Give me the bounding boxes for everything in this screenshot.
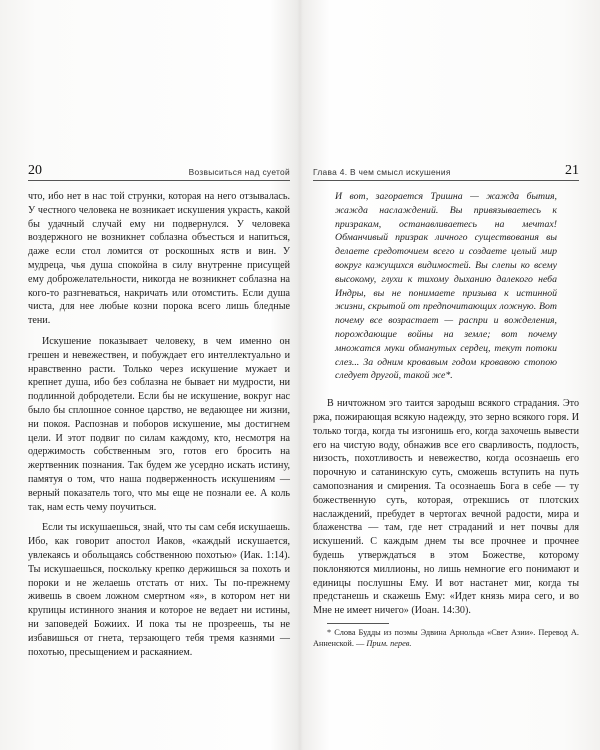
paragraph: что, ибо нет в нас той струнки, которая на него отзывалась. У честного человека не возникает искушения украсть, какой бы удачный случай ему ни подвернулся. У человека воздержного не возникнет соблазна объесться и напиться, даже если стол ломится от роскошных яств и вин. У мудреца, чья душа спокойна в силу внутренне присущей ему доброжелательности, никогда не возникнет соблазна на кого-то разгневаться, накричать или отомстить. Если душа чиста, для нее любые козни порока всего лишь бледные тени. [28, 191, 290, 327]
footnote-text: * Слова Будды из поэмы Эдвина Арнольда «Свет Азии». Перевод А. Анненской. — [313, 627, 579, 648]
paragraph: Если ты искушаешься, знай, что ты сам себя искушаешь. Ибо, как говорит апостол Иаков, «каждый искушается, увлекаясь и обольщаясь собственною похотью» (Иак. 1:14). Ты искушаешься, поскольку крепко держишься за похоть и пороки и не желаешь отстать от них. Ты по-прежнему живешь в своем ложном смертном «я», в котором нет ни крупицы истинного знания и которое не ведает ни истины, ни заповедей Божиих. И пока ты не прозреешь, ты не избавишься от гнета, терзающего тебя тремя казнями — похотью, пресыщением и раскаянием. [28, 522, 290, 658]
footnote [313, 627, 579, 649]
body-text [28, 190, 290, 659]
footnote-rule [327, 623, 389, 624]
body-text [313, 190, 579, 649]
running-header [28, 164, 290, 181]
page-number: 20 [28, 163, 42, 178]
running-head-title: Глава 4. В чем смысл искушения [313, 167, 451, 177]
page-number: 21 [565, 163, 579, 178]
footnote-translator-note: Прим. перев. [366, 638, 412, 648]
running-head-title: Возвыситься над суетой [188, 167, 290, 177]
paragraph: Искушение показывает человеку, в чем именно он грешен и невежествен, и побуждает его интеллектуально и нравственно расти. Только через искушение мужает и крепнет душа, ибо без соблазна не бывает ни мудрости, ни подлинной добродетели. Если бы не искушение, вокруг нас было бы сплошное сонное царство, не ведающее ни жизни, ни покоя. Распознав и поборов искушение, мы достигнем цели. И этот подвиг по силам каждому, кто, несмотря на одержимость собственным эго, готов его бросить на жертвенник познания. Так будем же усердно искать истину, памятуя о том, что наша подверженность искушениям — верный показатель того, что мы еще не познали ее. А коль так, нам есть чему поучиться. [28, 335, 290, 513]
paragraph: В ничтожном эго таится зародыш всякого страдания. Это ржа, пожирающая всякую надежду, это зерно всякого горя. И только тогда, когда ты изгонишь его, когда захочешь вывести его на чистую воду, обнажив все его сварливость, подлость, низость, похотливость и невежество, когда осознаешь его порочную и сатанинскую суть, сможешь вступить на путь самопознания и смирения. Та осознаешь Бога в себе — ту божественную суть, которая, отрекшись от плотских наслаждений, пребудет в чертогах вечной радости, мира и блаженства — там, где нет страданий и нет почвы для искушений. С каждым днем ты все прочнее и прочнее будешь утверждаться в этом Божестве, которому поклоняются миллионы, но лишь немногие его понимают и единицы послушны Ему. И вот настанет миг, когда ты предстанешь и скажешь Ему: «Идет князь мира сего, и во Мне не имеет ничего» (Иоан. 14:30). [313, 398, 579, 617]
running-header [313, 164, 579, 181]
epigraph-quote: И вот, загорается Тришна — жажда бытия, жажда наслаждений. Вы привязываетесь к призракам, останавливаетесь на мечтах! Обманчивый призрак личного существования вы делаете средоточием всего и создаете целый мир вокруг кажущихся видимостей. Вы слепы ко всему высокому, глухи к тихому дыханию далекого неба Индры, вы не понимаете призыва к истинной жизни, скрытой от предпочитающих ложную. Вот почему все возрастает — распри и вожделения, порождающие войны на земле; вот почему множатся муки обманутых сердец, текут потоки слез... За одним кровавым годом кровавою стопою следует другой, такой же*. [335, 191, 557, 382]
right-page [300, 0, 600, 750]
